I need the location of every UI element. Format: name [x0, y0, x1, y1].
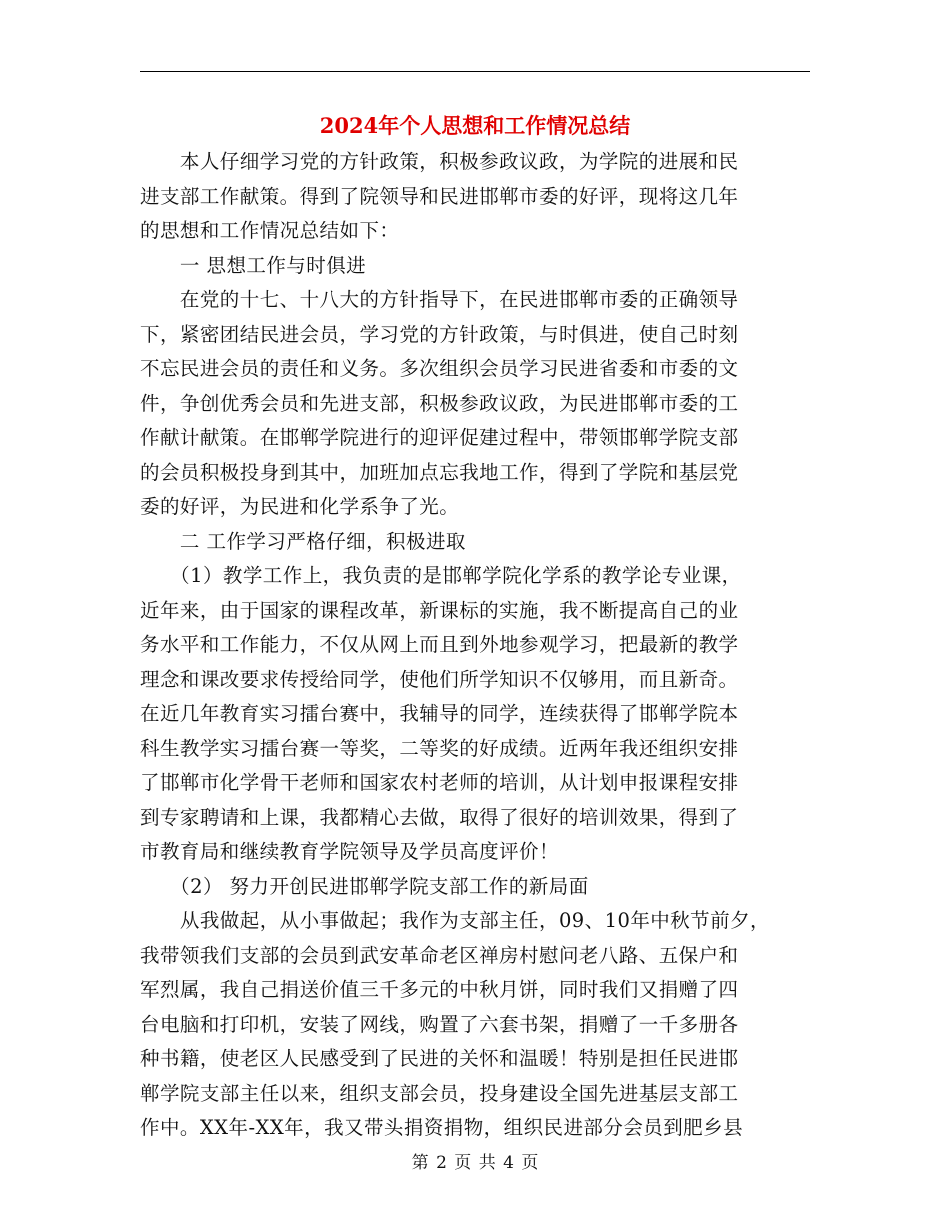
text-line: 市教育局和继续教育学院领导及学员高度评价！ [140, 840, 559, 863]
text-line: 本人仔细学习党的方针政策，积极参政议政，为学院的进展和民 [140, 150, 739, 173]
header-rule [140, 71, 810, 72]
text-line: （2） 努力开创民进邯郸学院支部工作的新局面 [140, 874, 589, 898]
text-line: 的思想和工作情况总结如下： [140, 219, 400, 242]
document-title: 2024年个人思想和工作情况总结 [319, 113, 631, 138]
text-line: 二 工作学习严格仔细，积极进取 [140, 529, 466, 553]
text-line: 种书籍，使老区人民感受到了民进的关怀和温暖！特别是担任民进邯 [140, 1047, 739, 1070]
text-line: 从我做起，从小事做起；我作为支部主任，09、10年中秋节前夕， [140, 909, 770, 932]
text-line: （1）教学工作上，我负责的是邯郸学院化学系的教学论专业课， [140, 564, 742, 587]
text-line: 作中。XX年-XX年，我又带头捐资捐物，组织民进部分会员到肥乡县 [140, 1116, 744, 1139]
text-line: 近年来，由于国家的课程改革，新课标的实施，我不断提高自己的业 [140, 598, 739, 622]
text-line: 我带领我们支部的会员到武安革命老区禅房村慰问老八路、五保户和 [140, 943, 739, 967]
text-line: 进支部工作献策。得到了院领导和民进邯郸市委的好评，现将这几年 [140, 184, 739, 208]
text-line: 不忘民进会员的责任和义务。多次组织会员学习民进省委和市委的文 [140, 357, 739, 380]
text-line: 在党的十七、十八大的方针指导下，在民进邯郸市委的正确领导 [140, 288, 739, 311]
text-line: 到专家聘请和上课，我都精心去做，取得了很好的培训效果，得到了 [140, 805, 739, 829]
text-line: 了邯郸市化学骨干老师和国家农村老师的培训，从计划申报课程安排 [140, 771, 739, 794]
text-line: 务水平和工作能力，不仅从网上而且到外地参观学习，把最新的教学 [140, 633, 739, 656]
text-line: 台电脑和打印机，安装了网线，购置了六套书架，捐赠了一千多册各 [140, 1012, 739, 1036]
text-line: 理念和课改要求传授给同学，使他们所学知识不仅够用，而且新奇。 [140, 667, 739, 691]
text-line: 的会员积极投身到其中，加班加点忘我地工作，得到了学院和基层党 [140, 460, 739, 484]
text-line: 科生教学实习擂台赛一等奖，二等奖的好成绩。近两年我还组织安排 [140, 736, 739, 760]
text-line: 郸学院支部主任以来，组织支部会员，投身建设全国先进基层支部工 [140, 1081, 739, 1105]
text-line: 委的好评，为民进和化学系争了光。 [140, 495, 460, 518]
text-line: 一 思想工作与时俱进 [140, 253, 367, 277]
text-line: 作献计献策。在邯郸学院进行的迎评促建过程中，带领邯郸学院支部 [140, 426, 739, 449]
page-number: 第 2 页 共 4 页 [411, 1153, 539, 1173]
text-line: 件，争创优秀会员和先进支部，积极参政议政，为民进邯郸市委的工 [140, 391, 739, 415]
text-line: 在近几年教育实习擂台赛中，我辅导的同学，连续获得了邯郸学院本 [140, 702, 739, 725]
text-line: 下，紧密团结民进会员，学习党的方针政策，与时俱进，使自己时刻 [140, 322, 739, 346]
text-line: 军烈属，我自己捐送价值三千多元的中秋月饼，同时我们又捐赠了四 [140, 978, 739, 1001]
